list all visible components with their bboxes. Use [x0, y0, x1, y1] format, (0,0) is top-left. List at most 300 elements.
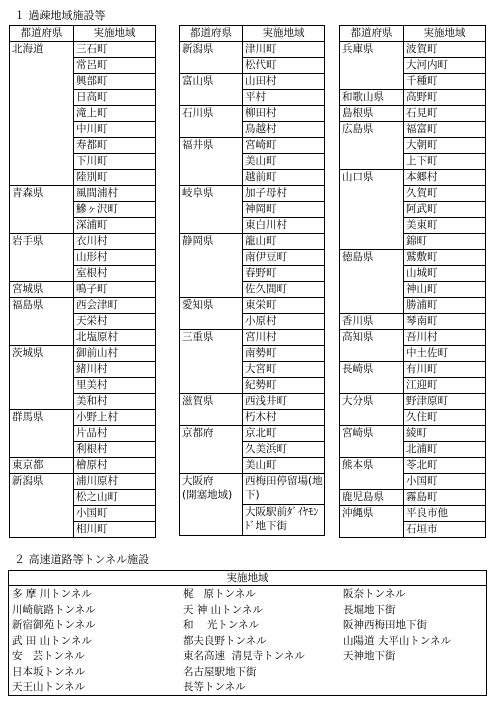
- prefecture-cell: 兵庫県: [340, 42, 404, 58]
- table-row: [10, 234, 156, 250]
- prefecture-cell: [340, 58, 404, 74]
- table-row: [340, 458, 486, 474]
- table-row: [10, 282, 156, 298]
- table-row: [180, 410, 325, 426]
- area-cell: 大宮町: [243, 362, 325, 378]
- table-row: [10, 474, 156, 490]
- prefecture-cell: 群馬県: [10, 410, 74, 426]
- table-row: [180, 266, 325, 282]
- table-row: [180, 362, 325, 378]
- area-cell: 有川町: [404, 362, 486, 378]
- tunnel-item: 天神地下街: [343, 650, 396, 662]
- table-row: [180, 58, 325, 74]
- table-row: [340, 474, 486, 490]
- area-cell: 京北町: [243, 426, 325, 442]
- area-cell: 鰺ヶ沢町: [74, 202, 156, 218]
- prefecture-cell: 宮崎県: [340, 426, 404, 442]
- prefecture-cell: [340, 74, 404, 90]
- prefecture-cell: [10, 314, 74, 330]
- area-cell: 越前町: [243, 170, 325, 186]
- table-row: [180, 250, 325, 266]
- table-row: [10, 202, 156, 218]
- area-cell: 春野町: [243, 266, 325, 282]
- table-row: [10, 122, 156, 138]
- table-row: [10, 330, 156, 346]
- prefecture-cell: [10, 202, 74, 218]
- prefecture-cell: [340, 442, 404, 458]
- table-row: [10, 522, 156, 538]
- tunnel-table-header: 実施地域: [9, 571, 486, 586]
- table-row: [180, 106, 325, 122]
- area-cell: 大河内町: [404, 58, 486, 74]
- area-cell: 西浅井町: [243, 394, 325, 410]
- table-row: [180, 218, 325, 234]
- prefecture-cell: [10, 122, 74, 138]
- header-area: 実施地域: [74, 26, 156, 42]
- table-row: [340, 234, 486, 250]
- area-cell: 下川町: [74, 154, 156, 170]
- prefecture-cell: [10, 442, 74, 458]
- prefecture-cell: [10, 170, 74, 186]
- prefecture-cell: [180, 202, 243, 218]
- tunnel-item: 日本坂トンネル: [12, 665, 86, 678]
- prefecture-cell: 宮城県: [10, 282, 74, 298]
- prefecture-cell: [10, 490, 74, 506]
- header-pref: 都道府県: [340, 26, 404, 42]
- prefecture-cell: [10, 522, 74, 538]
- table-row: [340, 522, 486, 538]
- prefecture-cell: [340, 474, 404, 490]
- prefecture-cell: [180, 90, 243, 106]
- area-cell: 綾町: [404, 426, 486, 442]
- area-cell: 衣川村: [74, 234, 156, 250]
- area-cell: 宮川村: [243, 330, 325, 346]
- table-row: [340, 250, 486, 266]
- prefecture-cell: 沖縄県: [340, 506, 404, 522]
- area-cell: 久賀町: [404, 186, 486, 202]
- area-cell: 南勢町: [243, 346, 325, 362]
- table-row: [340, 330, 486, 346]
- prefecture-cell: 滋賀県: [180, 394, 243, 410]
- header-area: 実施地域: [404, 26, 486, 42]
- prefecture-cell: 鹿児島県: [340, 490, 404, 506]
- prefecture-cell: 青森県: [10, 186, 74, 202]
- prefecture-cell: 愛知県: [180, 298, 243, 314]
- area-cell: 檜原村: [74, 458, 156, 474]
- area-cell: 神岡町: [243, 202, 325, 218]
- area-cell: 西梅田停留場(地下): [243, 474, 325, 505]
- tunnel-item: 東名高速 清見寺トンネル: [183, 650, 305, 662]
- table-row: [340, 282, 486, 298]
- area-cell: 佐久間町: [243, 282, 325, 298]
- table-row: [10, 298, 156, 314]
- area-cell: 滝上町: [74, 106, 156, 122]
- area-cell: 中川町: [74, 122, 156, 138]
- area-cell: 錦町: [404, 234, 486, 250]
- area-cell: 深浦町: [74, 218, 156, 234]
- table-row: [340, 138, 486, 154]
- prefecture-cell: 香川県: [340, 314, 404, 330]
- table-row: [340, 314, 486, 330]
- table-row: [180, 505, 325, 536]
- table-row: [340, 426, 486, 442]
- table-row: [10, 74, 156, 90]
- area-cell: 山城町: [404, 266, 486, 282]
- prefecture-cell: [10, 58, 74, 74]
- area-cell: 小野上村: [74, 410, 156, 426]
- area-cell: 鷲敷町: [404, 250, 486, 266]
- table-row: [10, 426, 156, 442]
- area-cell: 小国町: [404, 474, 486, 490]
- table-row: [340, 218, 486, 234]
- table-row: [10, 186, 156, 202]
- table-row: [10, 394, 156, 410]
- tunnel-table: [8, 570, 487, 696]
- area-cell: 利根村: [74, 442, 156, 458]
- tunnel-column-1: [12, 587, 96, 696]
- table-row: [10, 490, 156, 506]
- header-area: 実施地域: [243, 26, 325, 42]
- tunnel-item: 安 芸トンネル: [12, 650, 85, 662]
- area-cell: 相川町: [74, 522, 156, 538]
- prefecture-cell: 広島県: [340, 122, 404, 138]
- prefecture-cell: [10, 250, 74, 266]
- prefecture-cell: 島根県: [340, 106, 404, 122]
- area-cell: 勝浦町: [404, 298, 486, 314]
- prefecture-cell: [340, 138, 404, 154]
- tunnel-item: 天王山トンネル: [12, 681, 86, 693]
- prefecture-cell: [340, 410, 404, 426]
- prefecture-cell: [340, 522, 404, 538]
- area-cell: 本郷村: [404, 170, 486, 186]
- table-row: [340, 42, 486, 58]
- prefecture-cell: 富山県: [180, 74, 243, 90]
- prefecture-cell: 岐阜県: [180, 186, 243, 202]
- prefecture-cell: 静岡県: [180, 234, 243, 250]
- prefecture-cell: [10, 154, 74, 170]
- area-cell: 美東町: [404, 218, 486, 234]
- prefecture-cell: 山口県: [340, 170, 404, 186]
- table-row: [340, 58, 486, 74]
- prefecture-cell: [180, 458, 243, 474]
- area-cell: 中土佐町: [404, 346, 486, 362]
- table-row: [10, 90, 156, 106]
- table-row: [340, 186, 486, 202]
- tunnel-item: 川崎航路トンネル: [12, 603, 96, 616]
- area-cell: 江迎町: [404, 378, 486, 394]
- prefecture-cell: [180, 58, 243, 74]
- table-row: [10, 378, 156, 394]
- prefecture-cell: 福島県: [10, 298, 74, 314]
- area-cell: 鳴子町: [74, 282, 156, 298]
- prefecture-cell: [10, 378, 74, 394]
- area-cell: 津川町: [243, 42, 325, 58]
- prefecture-cell: 徳島県: [340, 250, 404, 266]
- tunnel-item: 阪神西梅田地下街: [343, 619, 427, 631]
- section1-title: １ 過疎地域施設等: [14, 9, 106, 22]
- table-row: [340, 298, 486, 314]
- area-cell: 美和村: [74, 394, 156, 410]
- table-row: [340, 394, 486, 410]
- area-cell: 加子母村: [243, 186, 325, 202]
- prefecture-cell: [340, 186, 404, 202]
- tunnel-item: 名古屋駅地下街: [183, 665, 257, 678]
- table-row: [340, 90, 486, 106]
- prefecture-cell: [180, 442, 243, 458]
- section2-title: ２ 高速道路等トンネル施設: [14, 553, 150, 566]
- table-row: [180, 458, 325, 474]
- prefecture-cell: 和歌山県: [340, 90, 404, 106]
- prefecture-cell: [340, 282, 404, 298]
- table-row: [340, 202, 486, 218]
- table-row: [10, 506, 156, 522]
- prefecture-cell: [340, 234, 404, 250]
- area-cell: 柳田村: [243, 106, 325, 122]
- table-row: [10, 362, 156, 378]
- prefecture-cell: 新潟県: [180, 42, 243, 58]
- table-row: [10, 442, 156, 458]
- area-cell: 北浦町: [404, 442, 486, 458]
- prefecture-cell: 長崎県: [340, 362, 404, 378]
- table-row: [10, 410, 156, 426]
- table-right: [339, 25, 486, 538]
- table-row: [10, 314, 156, 330]
- tunnel-item: 梶 原トンネル: [183, 588, 256, 600]
- prefecture-cell: 北海道: [10, 42, 74, 58]
- tunnel-item: 都夫良野トンネル: [183, 634, 267, 647]
- table-row: [180, 138, 325, 154]
- tunnel-item: 長等トンネル: [183, 681, 246, 693]
- table-row: [180, 202, 325, 218]
- table-row: [340, 490, 486, 506]
- prefecture-cell: 大阪府 (開塞地域): [180, 474, 243, 505]
- table-row: [340, 170, 486, 186]
- prefecture-cell: [10, 426, 74, 442]
- table-row: [340, 74, 486, 90]
- area-cell: 千種町: [404, 74, 486, 90]
- prefecture-cell: 熊本県: [340, 458, 404, 474]
- area-cell: 苓北町: [404, 458, 486, 474]
- tunnel-item: 天 神 山トンネル: [183, 603, 263, 616]
- prefecture-cell: [180, 314, 243, 330]
- area-cell: 風間浦村: [74, 186, 156, 202]
- header-pref: 都道府県: [10, 26, 74, 42]
- tunnel-column-2: [183, 587, 305, 696]
- prefecture-cell: 茨城県: [10, 346, 74, 362]
- area-cell: 三石町: [74, 42, 156, 58]
- prefecture-cell: 石川県: [180, 106, 243, 122]
- area-cell: 高野町: [404, 90, 486, 106]
- area-cell: 神山町: [404, 282, 486, 298]
- table-row: [180, 314, 325, 330]
- area-cell: 久美浜町: [243, 442, 325, 458]
- table-row: [180, 90, 325, 106]
- area-cell: 天栄村: [74, 314, 156, 330]
- area-cell: 室根村: [74, 266, 156, 282]
- area-cell: 寿都町: [74, 138, 156, 154]
- table-row: [340, 154, 486, 170]
- header-row: [10, 26, 156, 42]
- area-cell: 石見町: [404, 106, 486, 122]
- table-row: [180, 442, 325, 458]
- table-row: [10, 154, 156, 170]
- table-row: [10, 346, 156, 362]
- table-row: [10, 138, 156, 154]
- prefecture-cell: [340, 218, 404, 234]
- prefecture-cell: [10, 90, 74, 106]
- prefecture-cell: [10, 74, 74, 90]
- area-cell: 紀勢町: [243, 378, 325, 394]
- area-cell: 山田村: [243, 74, 325, 90]
- area-cell: 平良市他: [404, 506, 486, 522]
- area-cell: 小国町: [74, 506, 156, 522]
- header-row: [340, 26, 486, 42]
- table-row: [180, 282, 325, 298]
- area-cell: 小原村: [243, 314, 325, 330]
- table-left: [9, 25, 156, 538]
- table-row: [180, 394, 325, 410]
- prefecture-cell: 岩手県: [10, 234, 74, 250]
- prefecture-cell: [340, 298, 404, 314]
- table-row: [180, 170, 325, 186]
- prefecture-cell: [180, 282, 243, 298]
- table-row: [180, 74, 325, 90]
- area-cell: 緒川村: [74, 362, 156, 378]
- prefecture-cell: [180, 266, 243, 282]
- table-row: [10, 58, 156, 74]
- table-row: [10, 266, 156, 282]
- area-cell: 琴南町: [404, 314, 486, 330]
- area-cell: 大朝町: [404, 138, 486, 154]
- area-cell: 北塩原村: [74, 330, 156, 346]
- area-cell: 陸別町: [74, 170, 156, 186]
- header-row: [180, 26, 325, 42]
- table-row: [10, 106, 156, 122]
- table-row: [10, 42, 156, 58]
- prefecture-cell: [10, 218, 74, 234]
- tunnel-item: 武 田 山トンネル: [12, 634, 92, 647]
- area-cell: 常呂町: [74, 58, 156, 74]
- tunnel-item: 和 光トンネル: [183, 619, 260, 631]
- area-cell: 浦川原村: [74, 474, 156, 490]
- prefecture-cell: [180, 170, 243, 186]
- table-row: [180, 298, 325, 314]
- area-cell: 片品村: [74, 426, 156, 442]
- prefecture-cell: [10, 506, 74, 522]
- area-cell: 美山町: [243, 458, 325, 474]
- prefecture-cell: [10, 106, 74, 122]
- prefecture-cell: 三重県: [180, 330, 243, 346]
- area-cell: 西会津町: [74, 298, 156, 314]
- table-row: [180, 346, 325, 362]
- area-cell: 龍山町: [243, 234, 325, 250]
- prefecture-cell: [10, 330, 74, 346]
- table-row: [180, 234, 325, 250]
- table-row: [340, 122, 486, 138]
- prefecture-cell: [10, 394, 74, 410]
- prefecture-cell: [180, 250, 243, 266]
- area-cell: 平村: [243, 90, 325, 106]
- table-row: [340, 106, 486, 122]
- table-row: [340, 346, 486, 362]
- prefecture-cell: [180, 218, 243, 234]
- area-cell: 野津原町: [404, 394, 486, 410]
- table-row: [180, 122, 325, 138]
- area-cell: 阿武町: [404, 202, 486, 218]
- area-cell: 上下町: [404, 154, 486, 170]
- table-row: [340, 410, 486, 426]
- table-row: [180, 474, 325, 505]
- table-row: [180, 378, 325, 394]
- area-cell: 美山町: [243, 154, 325, 170]
- prefecture-cell: [180, 122, 243, 138]
- prefecture-cell: [180, 154, 243, 170]
- prefecture-cell: [340, 266, 404, 282]
- area-cell: 松代町: [243, 58, 325, 74]
- tunnel-item: 山陽道 大平山トンネル: [343, 634, 452, 647]
- prefecture-cell: [340, 346, 404, 362]
- area-cell: 波賀町: [404, 42, 486, 58]
- prefecture-cell: [340, 202, 404, 218]
- prefecture-cell: [180, 378, 243, 394]
- area-cell: 鳥越村: [243, 122, 325, 138]
- table-row: [10, 218, 156, 234]
- table-row: [340, 266, 486, 282]
- prefecture-cell: [10, 138, 74, 154]
- tunnel-column-3: [343, 587, 451, 665]
- table-row: [10, 458, 156, 474]
- prefecture-cell: 高知県: [340, 330, 404, 346]
- table-row: [10, 170, 156, 186]
- area-cell: 久住町: [404, 410, 486, 426]
- prefecture-cell: 大分県: [340, 394, 404, 410]
- area-cell: 山形村: [74, 250, 156, 266]
- table-row: [340, 378, 486, 394]
- prefecture-cell: [10, 266, 74, 282]
- area-cell: 松之山町: [74, 490, 156, 506]
- header-pref: 都道府県: [180, 26, 243, 42]
- area-cell: 大阪駅前ﾀﾞｲﾔﾓﾝﾄﾞ地下街: [243, 505, 325, 536]
- table-row: [180, 426, 325, 442]
- area-cell: 宮崎町: [243, 138, 325, 154]
- prefecture-cell: [10, 362, 74, 378]
- area-cell: 朽木村: [243, 410, 325, 426]
- table-row: [180, 154, 325, 170]
- area-cell: 東栄町: [243, 298, 325, 314]
- prefecture-cell: 東京都: [10, 458, 74, 474]
- table-row: [180, 186, 325, 202]
- area-cell: 福富町: [404, 122, 486, 138]
- prefecture-cell: [340, 378, 404, 394]
- area-cell: 日高町: [74, 90, 156, 106]
- tunnel-item: 長堀地下街: [343, 603, 396, 616]
- area-cell: 南伊豆町: [243, 250, 325, 266]
- prefecture-cell: 京都府: [180, 426, 243, 442]
- area-cell: 霧島町: [404, 490, 486, 506]
- prefecture-cell: [180, 410, 243, 426]
- prefecture-cell: 福井県: [180, 138, 243, 154]
- tunnel-item: 多 摩 川トンネル: [12, 588, 92, 600]
- table-middle: [179, 25, 325, 536]
- area-cell: 里美村: [74, 378, 156, 394]
- prefecture-cell: [340, 154, 404, 170]
- area-cell: 御前山村: [74, 346, 156, 362]
- table-row: [180, 42, 325, 58]
- tunnel-item: 新宿御苑トンネル: [12, 619, 96, 631]
- table-row: [10, 250, 156, 266]
- tunnel-item: 阪奈トンネル: [343, 588, 406, 600]
- table-row: [180, 330, 325, 346]
